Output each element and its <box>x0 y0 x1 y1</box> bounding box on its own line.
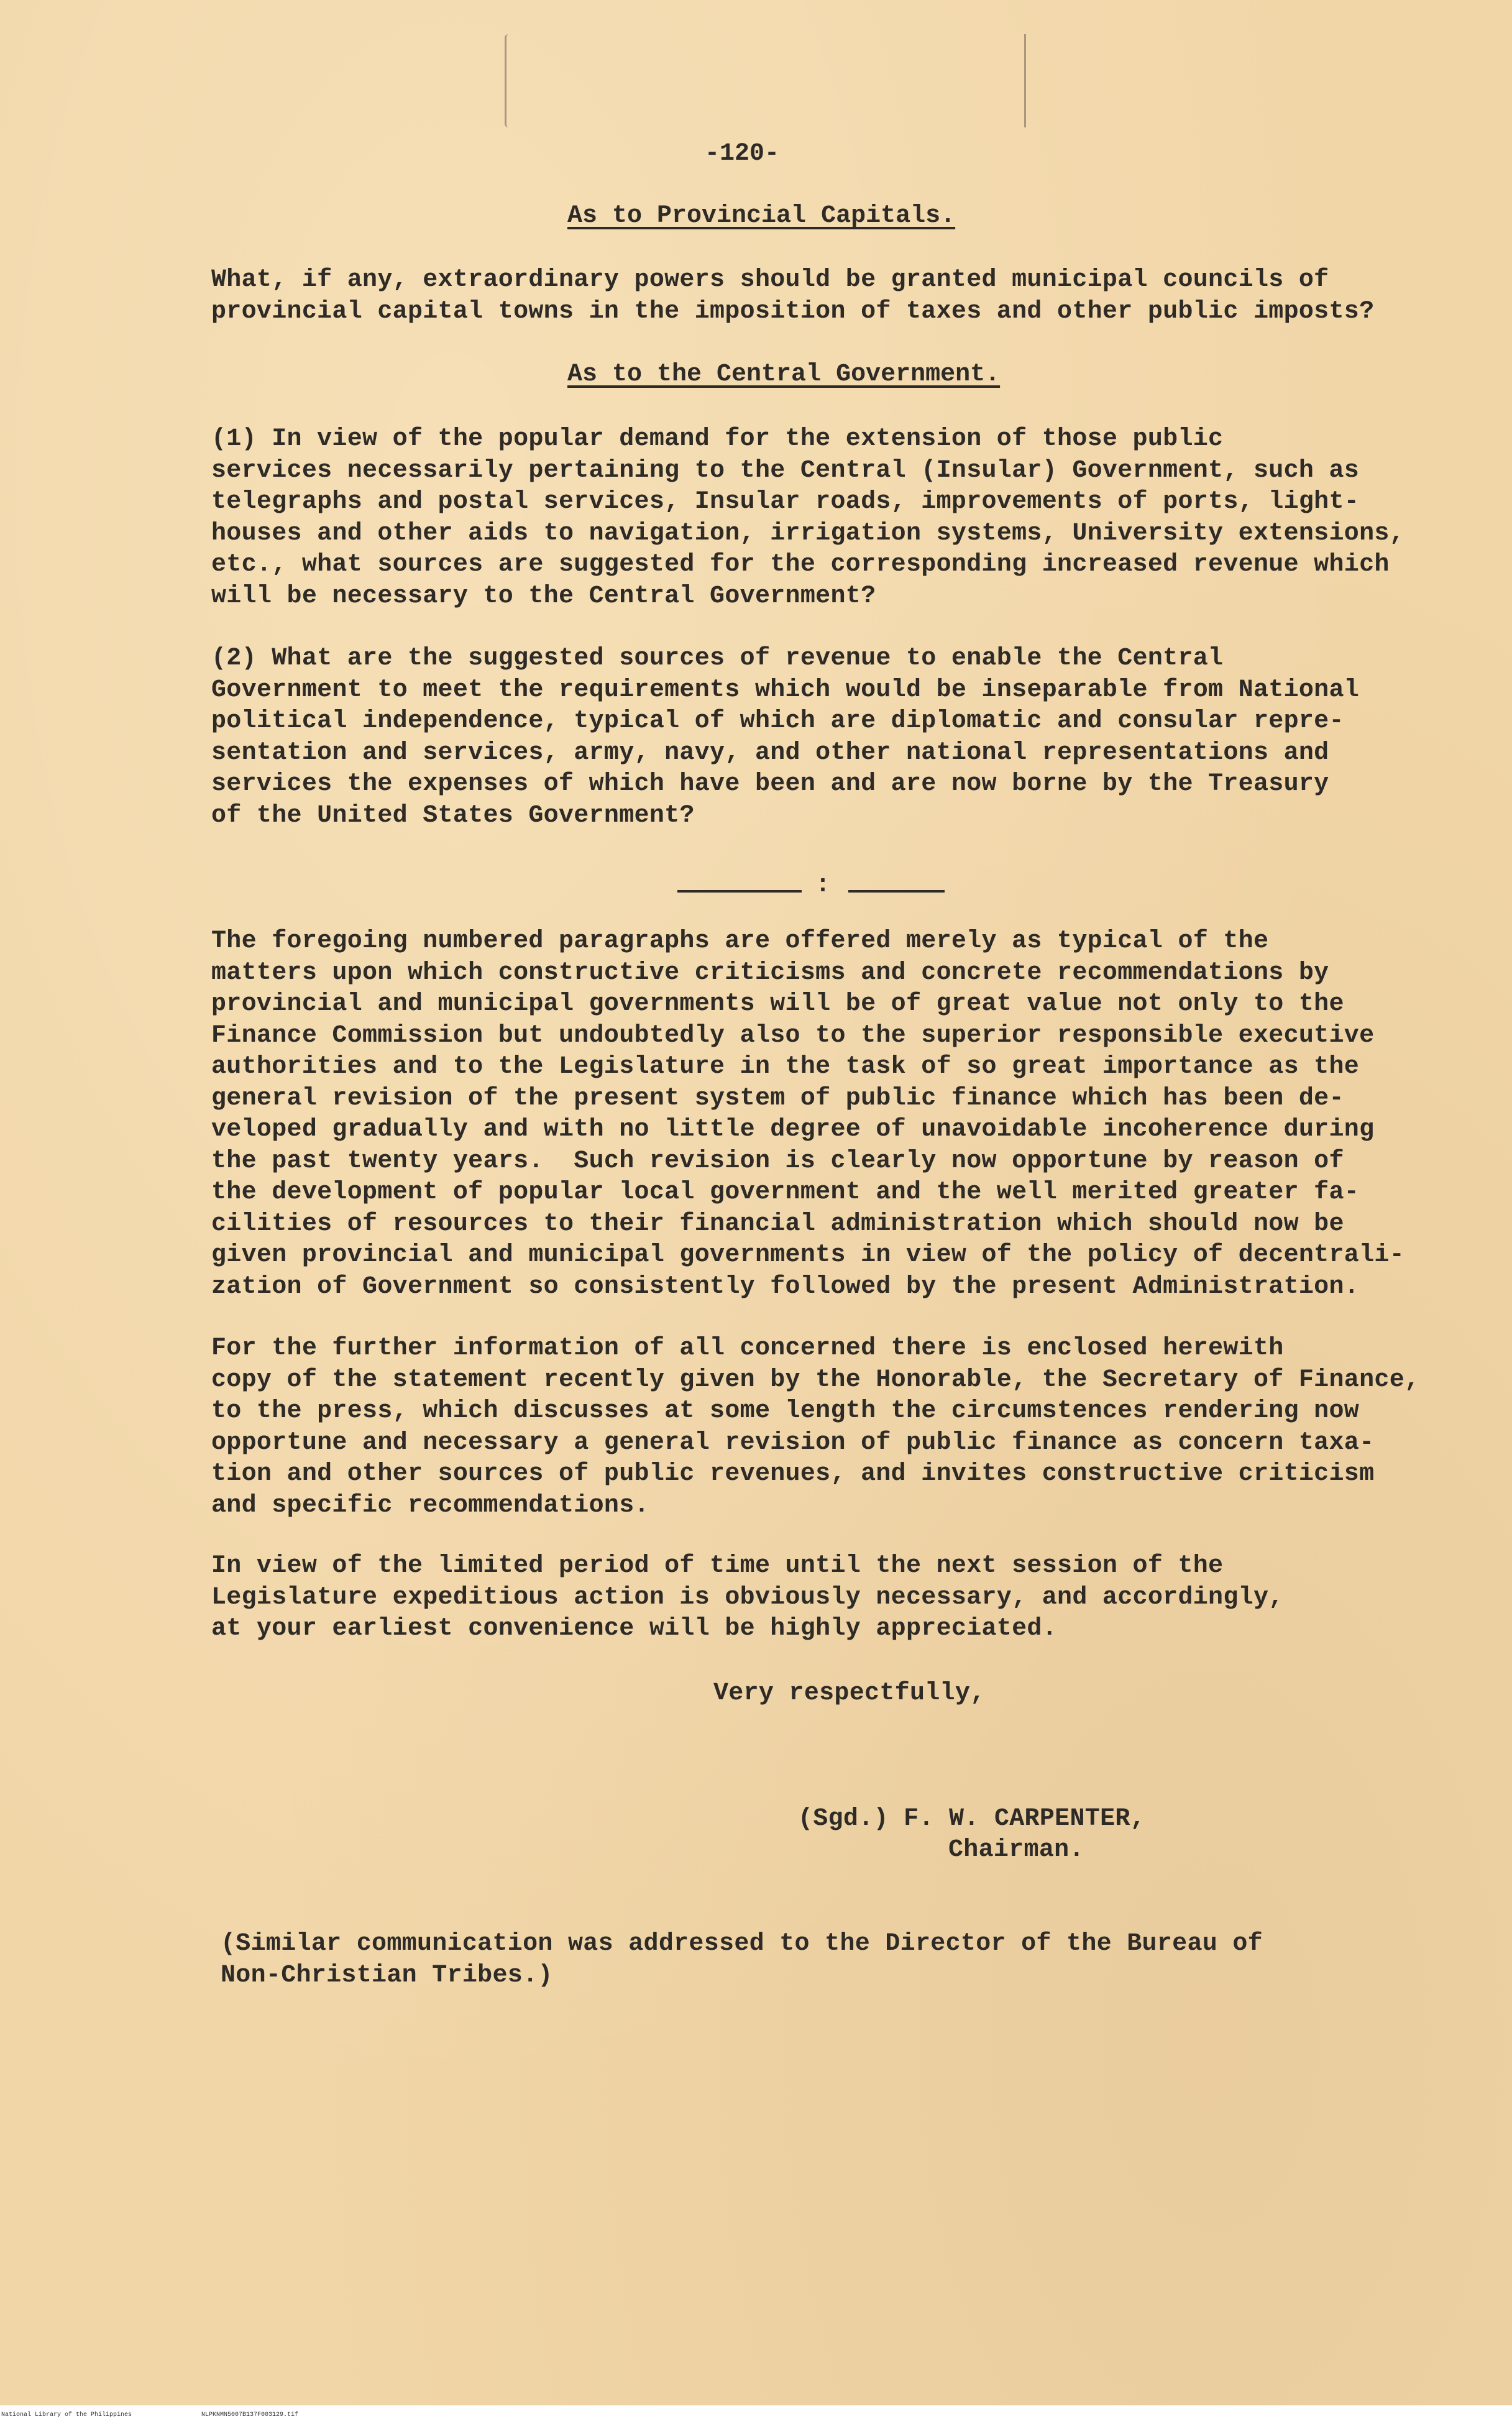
paragraph-central-item-1: (1) In view of the popular demand for the extension of those public services necessarily pertaining to the Central (Insular) Government, such as telegraphs and postal services, Insular roads, improvements of ports, light- houses and other aids to navigation, irrigation systems, University extensions, etc., what sources are suggested for the corresponding increased revenue which will be necessary to the Central Government? <box>211 425 1405 610</box>
paragraph-provincial-capitals: What, if any, extraordinary powers should be granted municipal councils of provincial capital towns in the imposition of taxes and other public imposts? <box>211 266 1375 326</box>
footer-library-name: National Library of the Philippines <box>1 2412 132 2418</box>
section-divider <box>677 871 945 901</box>
paragraph-further-information: For the further information of all concerned there is enclosed herewith copy of the statement recently given by the Honorable, the Secretary of Finance, to the press, which discusses at some length the circumstences rendering now opportune and necessary a general revision of public finance as concern taxa- tion and other sources of public revenues, and invites constructive criticism and specific recommendations. <box>211 1334 1420 1520</box>
heading-central-government: As to the Central Government. <box>567 360 1001 388</box>
heading-provincial-capitals: As to Provincial Capitals. <box>567 202 956 230</box>
footer-file-id: NLPKNMN5007B137F003129.tif <box>201 2412 299 2418</box>
binding-mark-right <box>1024 34 1032 127</box>
divider-colon: : <box>815 871 831 899</box>
divider-line-right <box>848 890 945 893</box>
paragraph-limited-period: In view of the limited period of time until the next session of the Legislature expeditious action is obviously necessary, and accordingly, at your earliest convenience will be highly appreciated. <box>211 1552 1284 1643</box>
closing-salutation: Very respectfully, <box>713 1679 986 1707</box>
signature-title: Chairman. <box>948 1836 1084 1864</box>
signature-name: (Sgd.) F. W. CARPENTER, <box>798 1805 1145 1833</box>
similar-communication-note: (Similar communication was addressed to the Director of the Bureau of Non-Christian Tribes.) <box>221 1930 1263 1990</box>
paragraph-foregoing: The foregoing numbered paragraphs are offered merely as typical of the matters upon which constructive criticisms and concrete recommendations by provincial and municipal governments will be of great value not only to the Finance Commission but undoubtedly also to the superior responsible executive authorities and to the Legislature in the task of so great importance as the general revision of the present system of public finance which has been de- veloped gradually and with no little degree of unavoidable incoherence during the past twenty years. Such revision is clearly now opportune by reason of the development of popular local government and the well merited greater fa- cilities of resources to their financial administration which should now be given provincial and municipal governments in view of the policy of decentrali- zation of Government so consistently followed by the present Administration. <box>211 927 1405 1301</box>
page-number: -120- <box>705 140 780 168</box>
divider-line-left <box>677 890 802 893</box>
binding-mark-left <box>505 34 513 127</box>
paragraph-central-item-2: (2) What are the suggested sources of revenue to enable the Central Government to meet the requirements which would be inseparable from National political independence, typical of which are diplomatic and consular repre- sentation and services, army, navy, and other national representations and services the expenses of which have been and are now borne by the Treasury of the United States Government? <box>211 645 1360 830</box>
